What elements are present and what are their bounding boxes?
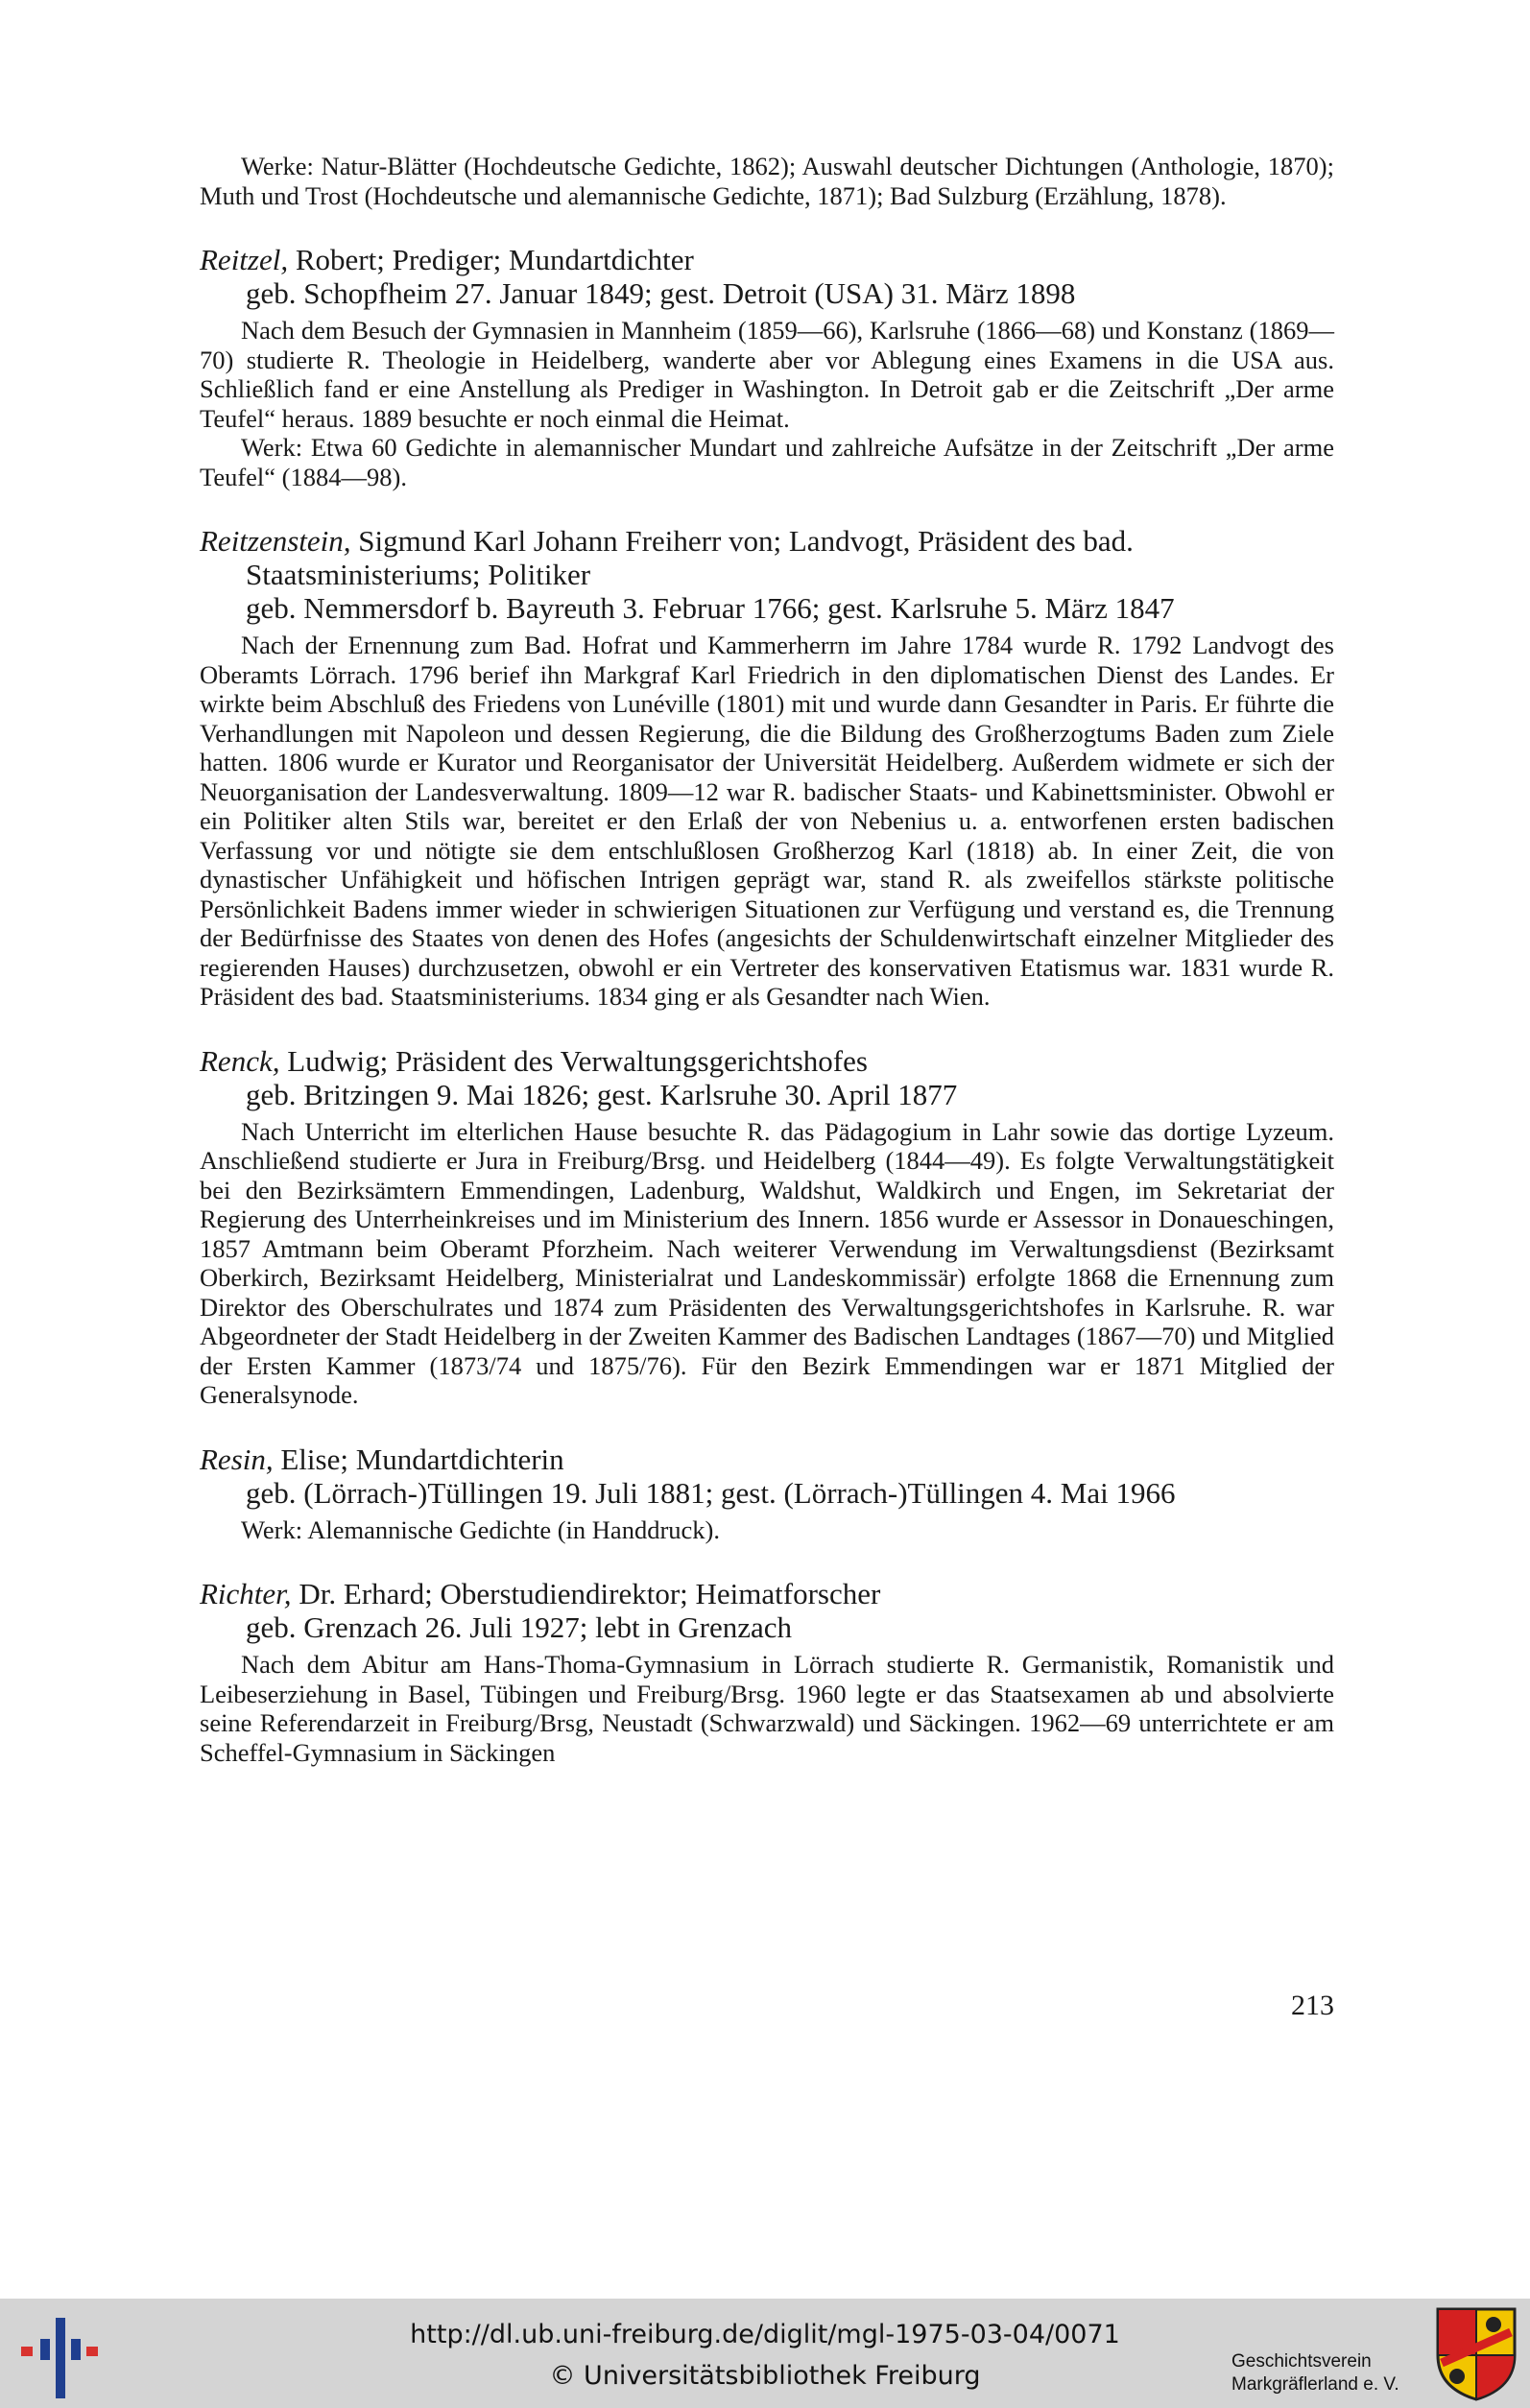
paragraph: Werk: Etwa 60 Gedichte in alemannischer Mundart und zahlreiche Aufsätze in der Zeitschrift „Der arme Teufel“ (1884—98). — [200, 433, 1334, 491]
paragraph: Werke: Natur-Blätter (Hochdeutsche Gedichte, 1862); Auswahl deutscher Dichtungen (Anthologie, 1870); Muth und Trost (Hochdeutsche und alemannische Gedichte, 1871); Bad Sulzburg (Erzählung, 1878). — [200, 152, 1334, 210]
paragraph: Nach dem Besuch der Gymnasien in Mannheim (1859—66), Karlsruhe (1866—68) und Konstanz (1869—70) studierte R. Theologie in Heidelberg, wanderte aber vor Ablegung eines Examens in die USA aus. Schließlich fand er eine Anstellung als Prediger in Washington. In Detroit gab er die Zeitschrift „Der arme Teufel“ heraus. 1889 besuchte er noch einmal die Heimat. — [200, 316, 1334, 433]
paragraph: Werk: Alemannische Gedichte (in Handdruck). — [241, 1514, 720, 1544]
entry-heading — [200, 524, 1334, 591]
page-number: 213 — [1291, 1990, 1334, 2021]
entry-dates: geb. Nemmersdorf b. Bayreuth 3. Februar 1766; gest. Karlsruhe 5. März 1847 — [246, 591, 1175, 625]
entry-heading — [200, 1442, 1334, 1476]
society-name-line: Geschichtsverein — [1231, 2351, 1372, 2372]
entry-renck — [200, 1044, 1334, 1410]
entry-name: Richter, — [200, 1577, 292, 1610]
entry-dates: geb. Schopfheim 27. Januar 1849; gest. Detroit (USA) 31. März 1898 — [246, 276, 1076, 310]
entry-heading — [200, 243, 1334, 276]
entry-descriptor: Ludwig; Präsident des Verwaltungsgerichtshofes — [279, 1043, 868, 1078]
footer-bar — [0, 2299, 1530, 2408]
entry-dates: geb. Britzingen 9. Mai 1826; gest. Karlsruhe 30. April 1877 — [246, 1077, 958, 1111]
book-page — [200, 152, 1334, 1767]
entry-name: Reitzenstein, — [200, 524, 351, 558]
entry-name: Reitzel, — [200, 243, 289, 276]
paragraph: Nach Unterricht im elterlichen Hause besuchte R. das Pädagogium in Lahr sowie das dortige Lyzeum. Anschließend studierte er Jura in Freiburg/Brsg. und Heidelberg (1844—49). Es folgte Verwaltungstätigkeit bei den Bezirksämtern Emmendingen, Ladenburg, Waldshut, Waldkirch und Engen, im Sekretariat der Regierung des Unterrheinkreises und im Ministerium des Innern. 1856 wurde er Assessor in Donaueschingen, 1857 Amtmann beim Oberamt Pforzheim. Nach weiterer Verwendung im Verwaltungsdienst (Bezirksamt Oberkirch, Bezirksamt Heidelberg, Ministerialrat und Landeskommissär) erfolgte 1868 die Ernennung zum Direktor des Oberschulrates und 1874 zum Präsidenten des Verwaltungsgerichtshofes in Karlsruhe. R. war Abgeordneter der Stadt Heidelberg in der Zweiten Kammer des Badischen Landtages (1867—70) und Mitglied der Ersten Kammer (1873/74 und 1875/76). Für den Bezirk Emmendingen war er 1871 Mitglied der Generalsynode. — [200, 1116, 1334, 1409]
entry-richter — [200, 1577, 1334, 1767]
entry-heading — [200, 1577, 1334, 1610]
copyright-notice: © Universitätsbibliothek Freiburg — [549, 2361, 981, 2391]
entry-resin — [200, 1442, 1334, 1545]
entry-reitzel — [200, 243, 1334, 491]
permalink[interactable]: http://dl.ub.uni-freiburg.de/diglit/mgl-1975-03-04/0071 — [410, 2320, 1120, 2349]
entry-dates: geb. (Lörrach-)Tüllingen 19. Juli 1881; gest. (Lörrach-)Tüllingen 4. Mai 1966 — [246, 1475, 1176, 1510]
paragraph: Nach dem Abitur am Hans-Thoma-Gymnasium in Lörrach studierte R. Germanistik, Romanistik und Leibeserziehung in Basel, Tübingen und Freiburg/Brsg. 1960 legte er das Staatsexamen ab und absolvierte seine Referendarzeit in Freiburg/Brsg, Neustadt (Schwarzwald) und Säckingen. 1962—69 unterrichtete er am Scheffel-Gymnasium in Säckingen — [200, 1650, 1334, 1767]
entry-heading — [200, 1044, 1334, 1078]
entry-descriptor: Robert; Prediger; Mundartdichter — [288, 243, 694, 276]
entry-descriptor: Elise; Mundartdichterin — [273, 1442, 564, 1476]
entry-dates: geb. Grenzach 26. Juli 1927; lebt in Grenzach — [246, 1610, 793, 1644]
society-name-line: Markgräflerland e. V. — [1231, 2374, 1399, 2395]
entry-reitzenstein — [200, 524, 1334, 1012]
entry-descriptor: Dr. Erhard; Oberstudiendirektor; Heimatforscher — [291, 1577, 881, 1610]
entry-works-continued — [200, 152, 1334, 210]
entry-name: Resin, — [200, 1442, 274, 1476]
paragraph: Nach der Ernennung zum Bad. Hofrat und Kammerherrn im Jahre 1784 wurde R. 1792 Landvogt des Oberamts Lörrach. 1796 berief ihn Markgraf Karl Friedrich in den diplomatischen Dienst des Landes. Er wirkte beim Abschluß des Friedens von Lunéville (1801) mit und wurde dann Gesandter in Paris. Er führte die Verhandlungen mit Napoleon und dessen Regierung, die die Bildung des Großherzogtums Baden zum Ziele hatten. 1806 wurde er Kurator und Reorganisator der Universität Heidelberg. Außerdem widmete er sich der Neuorganisation der Landesverwaltung. 1809—12 war R. badischer Staats- und Kabinettsminister. Obwohl er ein Politiker alten Stils war, bereitet er den Erlaß der von Nebenius u. a. entworfenen ersten badischen Verfassung vor und nötigte sie dem entschlußlosen Großherzog Karl (1818) ab. In einer Zeit, die von dynastischer Unfähigkeit und höfischen Intrigen geprägt war, stand R. als zweifellos stärkste politische Persönlichkeit Badens immer wieder in schwierigen Situationen zur Verfügung und verstand es, die Trennung der Bedürfnisse des Staates von denen des Hofes (angesichts der Schuldenwirtschaft einzelner Mitglieder des regierenden Hauses) durchzusetzen, obwohl er ein Vertreter des konservativen Etatismus war. 1831 wurde R. Präsident des bad. Staatsministeriums. 1834 ging er als Gesandter nach Wien. — [200, 631, 1334, 1011]
entry-name: Renck, — [200, 1043, 280, 1078]
coat-of-arms-icon — [1434, 2305, 1518, 2401]
entry-descriptor: Sigmund Karl Johann Freiherr von; Landvogt, Präsident des bad. Staatsministeriums; Politiker — [246, 524, 1134, 591]
society-name — [1231, 2350, 1399, 2396]
